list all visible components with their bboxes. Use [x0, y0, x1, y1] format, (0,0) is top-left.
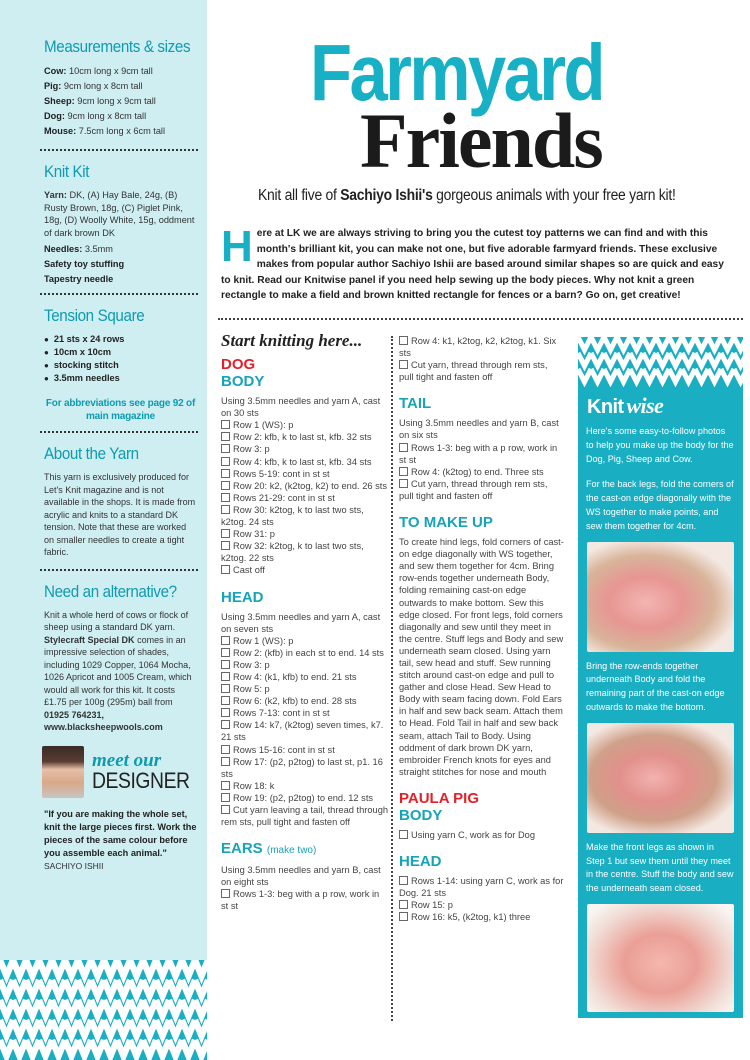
pattern-row: Row 4: k1, k2tog, k2, k2tog, k1. Six sts — [399, 335, 564, 359]
dog-ears-intro: Using 3.5mm needles and yarn B, cast on eight sts — [221, 865, 381, 888]
knit-kit-stuffing: Safety toy stuffing — [44, 259, 125, 269]
dog-head-intro: Using 3.5mm needles and yarn A, cast on seven sts — [221, 611, 381, 634]
tension-list — [44, 333, 197, 385]
paula-pig-heading: PAULA PIG — [399, 789, 480, 807]
tension-item: ● 21 sts x 24 rows — [44, 333, 197, 346]
to-make-up-heading: TO MAKE UP — [399, 514, 493, 532]
dog-head-heading: HEAD — [221, 588, 264, 606]
dog-head-rows — [221, 635, 389, 829]
pattern-row: Row 20: k2, (k2tog, k2) to end. 26 sts — [221, 480, 389, 492]
knitwise-intro: Here's some easy-to-follow photos to help you make up the body for the Dog, Pig, Sheep and Cow. — [586, 426, 734, 464]
designer-label: DESIGNER — [92, 767, 190, 793]
knit-kit-section — [44, 163, 197, 287]
pattern-row: Rows 1-3: beg with a p row, work in st st — [221, 888, 389, 912]
divider — [40, 431, 198, 433]
divider — [40, 293, 198, 295]
pattern-row: Cut yarn leaving a tail, thread through rem sts, pull tight and fasten off — [221, 805, 389, 828]
knitwise-panel — [578, 337, 743, 1018]
pattern-row: Cast off — [221, 564, 389, 576]
pattern-row: Row 16: k5, (k2tog, k1) three — [399, 911, 564, 923]
column-divider — [391, 336, 393, 1021]
pattern-row: Row 2: kfb, k to last st, kfb. 32 sts — [221, 431, 389, 443]
knit-kit-heading: Knit Kit — [44, 163, 90, 181]
tension-item: ● stocking stitch — [44, 359, 197, 372]
step-3-photo — [587, 904, 734, 1012]
about-yarn-section — [44, 445, 197, 559]
pattern-row: Row 4: (k1, kfb) to end. 21 sts — [221, 671, 389, 683]
measurement-item: Dog: 9cm long x 8cm tall — [44, 111, 147, 121]
dog-ears-section — [221, 840, 389, 912]
pig-head-rows — [399, 875, 564, 923]
pig-body-heading: BODY — [399, 806, 443, 824]
measurement-item: Mouse: 7.5cm long x 6cm tall — [44, 126, 166, 136]
divider — [218, 318, 743, 320]
to-make-up-section — [399, 514, 564, 778]
alternative-text: Knit a whole herd of cows or flock of sheep using a standard DK yarn. Stylecraft Special DK comes in an impressive selection of shades, including 1029 Copper, 1064 Mocha, 1026 Apricot and 1005 Cream, which would all work for this kit. It costs £1.75 per 100g (295m) ball from 01925 764231, www.blacksheepwools.com — [44, 609, 192, 732]
step-2-photo — [587, 723, 734, 833]
knit-kit-needles: Needles: 3.5mm — [44, 244, 113, 254]
dog-body-intro: Using 3.5mm needles and yarn A, cast on 30 sts — [221, 396, 381, 419]
about-yarn-text: This yarn is exclusively produced for Let's Knit magazine and is not available in the shops. It is made from acrylic and knits to a standard DK tension. Note that these are worked on smaller needles to create a tight fabric. — [44, 472, 196, 557]
pattern-row: Row 6: (k2, kfb) to end. 28 sts — [221, 695, 389, 707]
pattern-row: Row 18: k — [221, 780, 389, 792]
measurements-section — [44, 38, 197, 139]
chevron-pattern-decoration — [578, 337, 743, 387]
pattern-row: Row 4: kfb, k to last st, kfb. 34 sts — [221, 456, 389, 468]
measurement-item: Pig: 9cm long x 8cm tall — [44, 81, 143, 91]
measurement-item: Sheep: 9cm long x 9cm tall — [44, 96, 156, 106]
measurements-heading: Measurements & sizes — [44, 38, 191, 56]
pig-head-section — [399, 853, 564, 923]
abbreviations-note: For abbreviations see page 92 of main magazine — [45, 398, 196, 422]
pattern-row: Row 5: p — [221, 683, 389, 695]
pattern-row: Using yarn C, work as for Dog — [399, 829, 564, 841]
sidebar — [0, 0, 207, 1060]
pattern-row: Rows 5-19: cont in st st — [221, 468, 389, 480]
tension-heading: Tension Square — [44, 307, 145, 325]
pattern-row: Rows 1-14: using yarn C, work as for Dog. 21 sts — [399, 876, 564, 899]
pattern-row: Row 15: p — [399, 899, 564, 911]
pattern-row: Row 1 (WS): p — [221, 419, 389, 431]
pattern-row: Rows 1-3: beg with a p row, work in st st — [399, 442, 564, 466]
drop-cap: H — [221, 222, 253, 271]
intro-paragraph: Here at LK we are always striving to bring you the cutest toy patterns we can find and with this month's brilliant kit, you can make not one, but five adorable farmyard friends. These exclusive makes from popular author Sachiyo Ishii are based around similar shapes so are quick and easy to knit. Read our Knitwise panel if you need help sewing up the body pieces. Why not knit a green rectangle to make a field and brown knitted rectangle for fences or a barn? Go on, get creative! — [221, 222, 724, 301]
pattern-row: Row 3: p — [221, 443, 389, 455]
pattern-row: Cut yarn, thread through rem sts, pull tight and fasten off — [399, 359, 564, 383]
tension-item: ● 3.5mm needles — [44, 372, 197, 385]
pattern-row: Rows 15-16: cont in st st — [221, 744, 389, 756]
pattern-row: Row 2: (kfb) in each st to end. 14 sts — [221, 647, 389, 659]
title-farmyard: Farmyard — [310, 28, 603, 117]
pig-head-heading: HEAD — [399, 853, 442, 870]
pattern-row: Row 32: k2tog, k to last two sts, k2tog. 22 sts — [221, 540, 389, 564]
pattern-row: Rows 7-13: cont in st st — [221, 707, 389, 719]
dog-ears-continued — [399, 335, 564, 383]
pattern-column-2 — [399, 335, 564, 935]
pattern-row: Row 4: (k2tog) to end. Three sts — [399, 466, 564, 478]
dog-tail-heading: TAIL — [399, 395, 432, 413]
dog-body-section — [221, 373, 389, 576]
pig-body-rows — [399, 829, 564, 841]
dog-body-rows — [221, 419, 389, 576]
designer-quote: "If you are making the whole set, knit the large pieces first. Work the pieces of the same colour before you assemble each animal." — [44, 808, 197, 858]
pattern-row: Cut yarn, thread through rem sts, pull tight and fasten off — [399, 478, 564, 502]
pattern-row: Row 14: k7, (k2tog) seven times, k7. 21 sts — [221, 719, 389, 743]
pattern-row: Row 30: k2tog, k to last two sts, k2tog. 24 sts — [221, 504, 389, 528]
knitwise-step-2: Bring the row-ends together underneath Body and fold the remaining part of the cast-on edge outwards to make the bottom. — [586, 660, 725, 712]
pattern-row: Row 19: (p2, p2tog) to end. 12 sts — [221, 792, 389, 804]
dog-tail-intro: Using 3.5mm needles and yarn B, cast on six sts — [399, 418, 559, 441]
knitwise-step-1: For the back legs, fold the corners of the cast-on edge diagonally with the WS together to make points, and sew them together for 4cm. — [586, 479, 734, 531]
title-friends: Friends — [360, 97, 602, 184]
dog-ears-rows-1 — [221, 888, 389, 912]
to-make-up-text: To create hind legs, fold corners of cast-on edge diagonally with WS together, and sew them together for 4cm. Bring row-ends together underneath Body, folding remaining cast-on edge outwards to make bottom. Sew this edge closed. For front legs, fold corners diagonally and sew until they meet in the centre. Stuff legs and Body and sew underneath seam closed. Using yarn tail, sew head and stuff. Sew running stitch around cast-on edge and pull to gather and close Head. Sew Head to Body with seam facing down. Fold Ears in half and sew back seam. Attach them to Head. Fold Tail in half and sew back seam, attach Tail to Body. Using oddment of dark brown DK yarn, embroider French knots for eyes and straight stitches for nose and mouth — [399, 537, 564, 777]
tension-section — [44, 307, 197, 423]
pattern-row: Rows 21-29: cont in st st — [221, 492, 389, 504]
dog-body-heading: BODY — [221, 373, 265, 391]
about-yarn-heading: About the Yarn — [44, 445, 139, 463]
knit-kit-yarn: Yarn: DK, (A) Hay Bale, 24g, (B) Rusty Brown, 18g, (C) Piglet Pink, 18g, (D) Woolly White, 15g, oddment of dark brown DK — [44, 190, 195, 238]
pattern-row: Row 1 (WS): p — [221, 635, 389, 647]
designer-avatar — [42, 746, 84, 798]
measurements-list — [44, 64, 197, 139]
meet-designer — [44, 746, 197, 798]
designer-name: SACHIYO ISHII — [44, 860, 104, 871]
pig-body-section — [399, 807, 564, 841]
dog-heading: DOG — [221, 356, 256, 374]
dog-ears-rows-2 — [399, 335, 564, 383]
pattern-row: Row 17: (p2, p2tog) to last st, p1. 16 sts — [221, 756, 389, 780]
tension-item: ● 10cm x 10cm — [44, 346, 197, 359]
pattern-row: Row 3: p — [221, 659, 389, 671]
dog-tail-section — [399, 395, 564, 502]
start-knitting-heading: Start knitting here... — [221, 331, 363, 350]
dog-head-section — [221, 589, 389, 829]
alternative-section — [44, 583, 197, 734]
dog-ears-heading: EARS (make two) — [221, 840, 317, 858]
pattern-row: Row 31: p — [221, 528, 389, 540]
dog-tail-rows — [399, 442, 564, 502]
subtitle: Knit all five of Sachiyo Ishii's gorgeous animals with your free yarn kit! — [258, 187, 676, 204]
chevron-pattern-decoration — [0, 960, 207, 1060]
meet-our-label: meet our — [92, 749, 162, 771]
alternative-heading: Need an alternative? — [44, 582, 177, 601]
knitwise-step-3: Make the front legs as shown in Step 1 but sew them until they meet in the centre. Stuff the body and sew the underneath seam closed. — [586, 841, 734, 894]
pattern-column-1 — [221, 331, 389, 925]
divider — [40, 569, 198, 571]
knitwise-title: Knit wise — [587, 393, 664, 418]
divider — [40, 149, 198, 151]
knit-kit-tapestry: Tapestry needle — [44, 274, 114, 284]
measurement-item: Cow: 10cm long x 9cm tall — [44, 66, 153, 76]
step-1-photo — [587, 542, 734, 652]
